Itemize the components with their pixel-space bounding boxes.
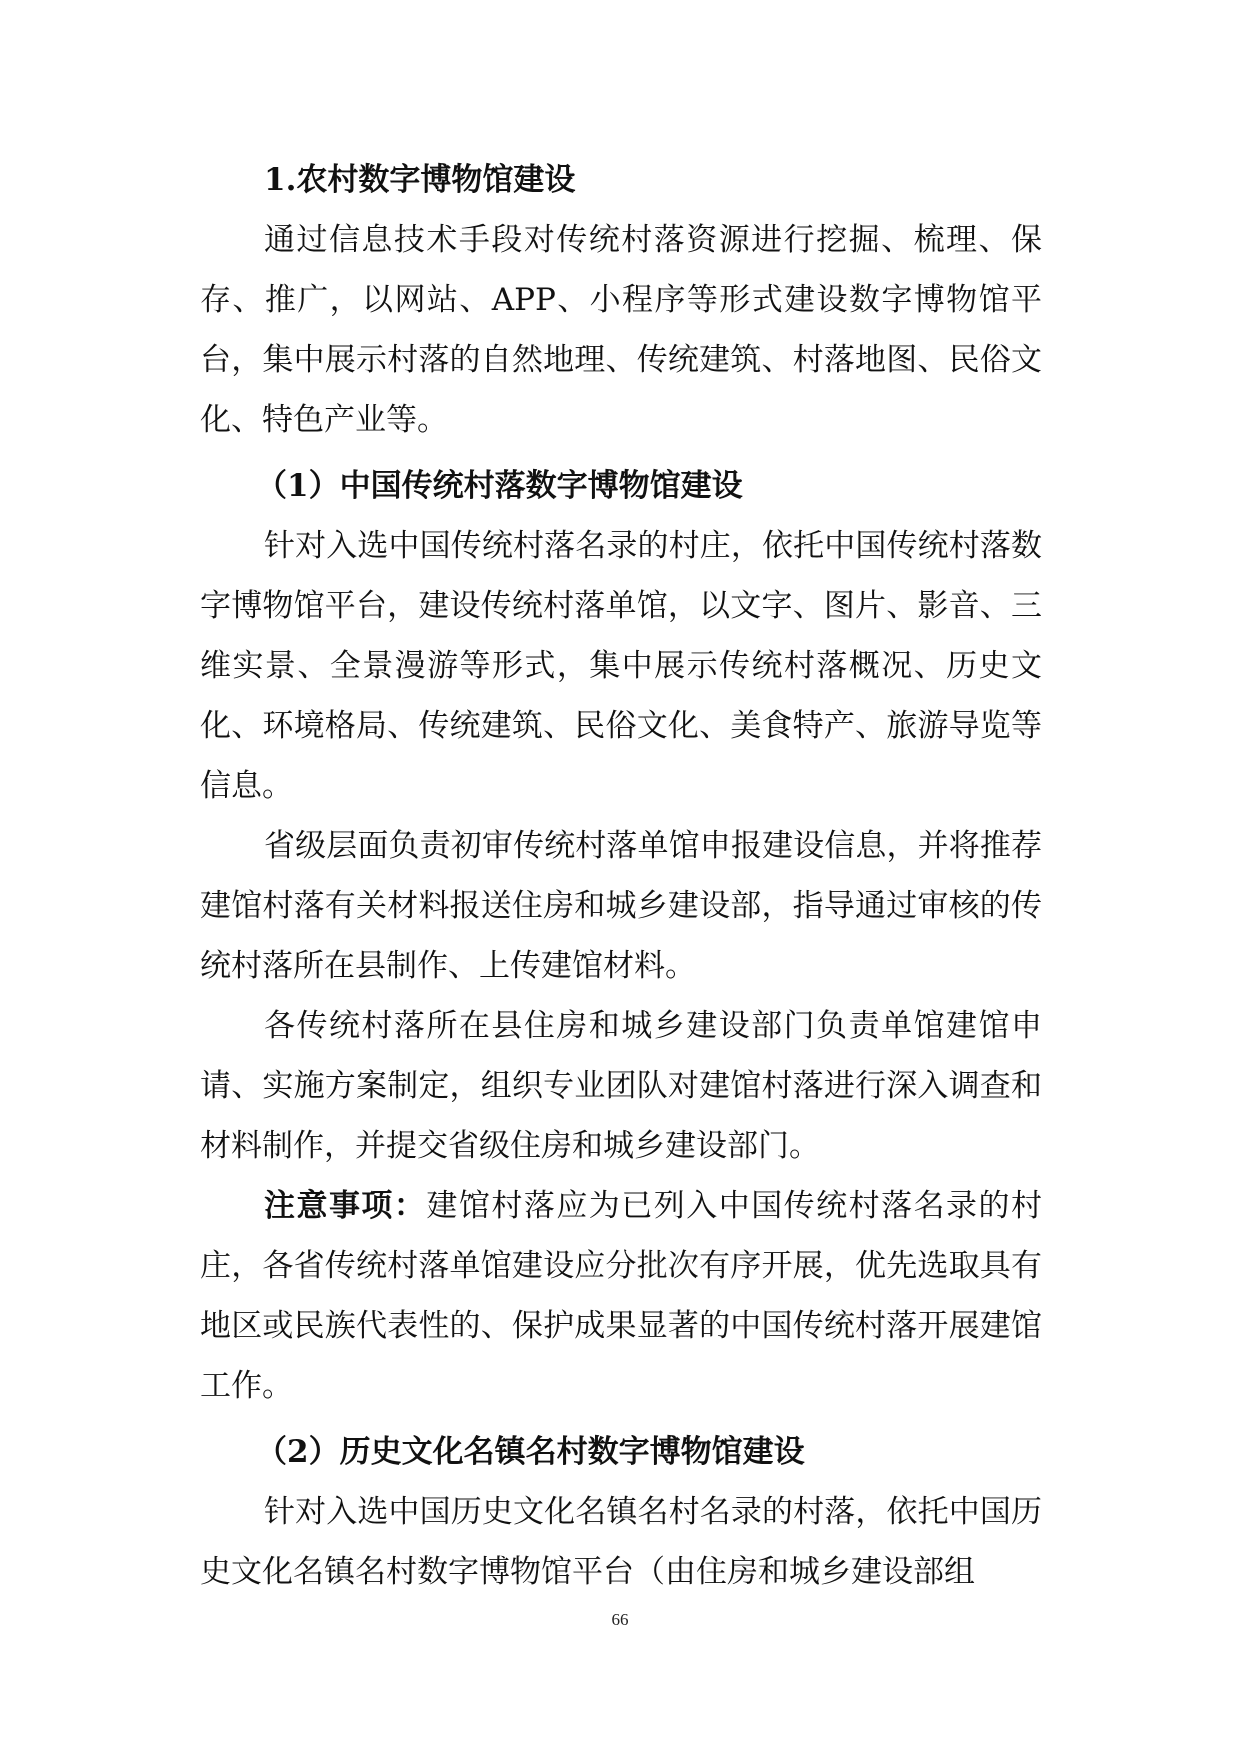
notes-label: 注意事项： [264, 1188, 427, 1224]
notes-text: 建馆村落应为已列入中国传统村落名录的村庄，各省传统村落单馆建设应分批次有序开展，优先选取具有地区或民族代表性的、保护成果显著的中国传统村落开展建馆工作。 [200, 1188, 1043, 1404]
section-heading-rural-digital-museum: 1.农村数字博物馆建设 [264, 162, 576, 198]
subsection-heading-historic-towns: （2）历史文化名镇名村数字博物馆建设 [256, 1434, 805, 1470]
paragraph-notes [200, 1176, 1042, 1416]
paragraph-historic-towns-museum: 针对入选中国历史文化名镇名村名录的村落，依托中国历史文化名镇名村数字博物馆平台（由住房和城乡建设部组 [200, 1494, 1042, 1590]
paragraph-county-responsibility: 各传统村落所在县住房和城乡建设部门负责单馆建馆申请、实施方案制定，组织专业团队对建馆村落进行深入调查和材料制作，并提交省级住房和城乡建设部门。 [200, 1008, 1042, 1164]
paragraph-provincial-review: 省级层面负责初审传统村落单馆申报建设信息，并将推荐建馆村落有关材料报送住房和城乡建设部，指导通过审核的传统村落所在县制作、上传建馆材料。 [200, 828, 1042, 984]
page-body [200, 150, 1042, 1602]
paragraph-intro: 通过信息技术手段对传统村落资源进行挖掘、梳理、保存、推广，以网站、APP、小程序等形式建设数字博物馆平台，集中展示村落的自然地理、传统建筑、村落地图、民俗文化、特色产业等。 [200, 222, 1042, 438]
paragraph-traditional-village-museum: 针对入选中国传统村落名录的村庄，依托中国传统村落数字博物馆平台，建设传统村落单馆，以文字、图片、影音、三维实景、全景漫游等形式，集中展示传统村落概况、历史文化、环境格局、传统建筑、民俗文化、美食特产、旅游导览等信息。 [200, 528, 1042, 804]
page-number: 66 [611, 1610, 629, 1629]
subsection-heading-traditional-villages: （1）中国传统村落数字博物馆建设 [256, 468, 743, 504]
